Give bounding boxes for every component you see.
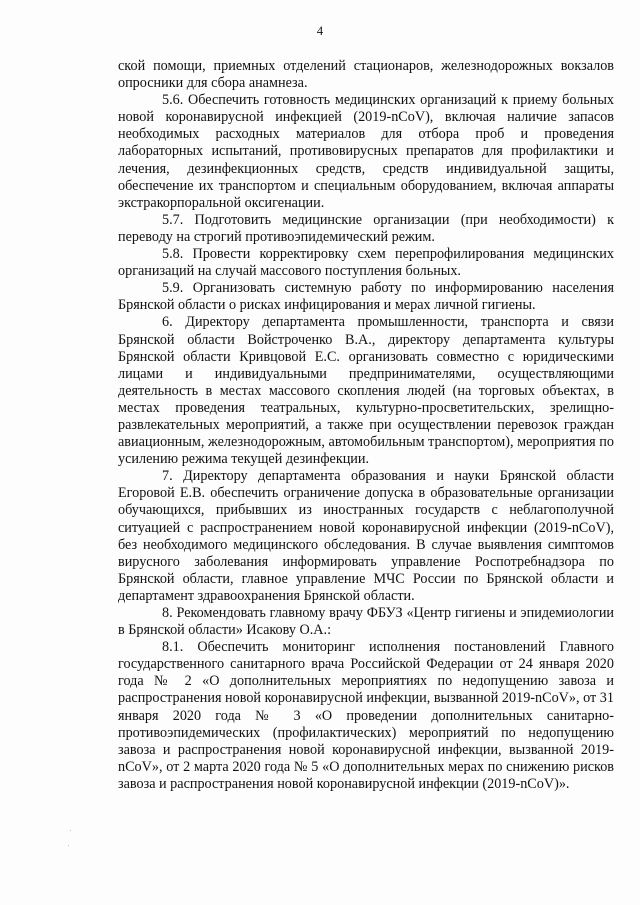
page-number: 4 xyxy=(316,24,324,38)
paragraph-8-1: 8.1. Обеспечить мониторинг исполнения постановлений Главного государственного санитарного врача Российской Федерации от 24 января 2020 года № 2 «О дополнительных мероприятиях по недопущению завоза и распространения новой коронавирусной инфекции, вызванной 2019-nCoV», от 31 января 2020 года № 3 «О проведении дополнительных санитарно-противоэпидемических (профилактических) мероприятий по недопущению завоза и распространения новой коронавирусной инфекции, вызванной 2019-nCoV», от 2 марта 2020 года № 5 «О дополнительных мерах по снижению рисков завоза и распространения новой коронавирусной инфекции (2019-nCoV)». xyxy=(118,639,614,792)
scan-speck xyxy=(68,845,69,846)
paragraph-7: 7. Директору департамента образования и науки Брянской области Егоровой Е.В. обеспечить ограничение допуска в образовательные организации обучающихся, прибывших из иностранных государств с неблагополучной ситуацией с распространением новой коронавирусной инфекции (2019-nCoV), без необходимого медицинского обследования. В случае выявления симптомов вирусного заболевания информировать управление Роспотребнадзора по Брянской области, главное управление МЧС России по Брянской области и департамент здравоохранения Брянской области. xyxy=(118,468,614,604)
paragraph-5-8: 5.8. Провести корректировку схем перепрофилирования медицинских организаций на случай массового поступления больных. xyxy=(118,246,614,280)
scan-speck xyxy=(70,830,71,831)
paragraph-5-6: 5.6. Обеспечить готовность медицинских организаций к приему больных новой коронавирусной инфекцией (2019-nCoV), включая наличие запасов необходимых расходных материалов для отбора проб и проведения лабораторных испытаний, противовирусных препаратов для профилактики и лечения, дезинфекционных средств, средств индивидуальной защиты, обеспечение их транспортом и специальным оборудованием, включая аппараты экстракорпоральной оксигенации. xyxy=(118,92,614,211)
paragraph-5-9: 5.9. Организовать системную работу по информированию населения Брянской области о рисках инфицирования и мерах личной гигиены. xyxy=(118,280,614,314)
paragraph-6: 6. Директору департамента промышленности, транспорта и связи Брянской области Войстроченко В.А., директору департамента культуры Брянской области Кривцовой Е.С. организовать совместно с юридическими лицами и индивидуальными предпринимателями, осуществляющими деятельность в местах массового скопления людей (на торговых объектах, в местах проведения театральных, культурно-просветительских, зрелищно-развлекательных мероприятий, а также при осуществлении перевозок граждан авиационным, железнодорожным, автомобильным транспортом), мероприятия по усилению режима текущей дезинфекции. xyxy=(118,314,614,468)
paragraph-continuation: ской помощи, приемных отделений стационаров, железнодорожных вокзалов опросники для сбора анамнеза. xyxy=(118,58,614,92)
paragraph-8: 8. Рекомендовать главному врачу ФБУЗ «Центр гигиены и эпидемиологии в Брянской области» Исакову О.А.: xyxy=(118,605,614,639)
document-body xyxy=(118,58,614,793)
paragraph-5-7: 5.7. Подготовить медицинские организации (при необходимости) к переводу на строгий противоэпидемический режим. xyxy=(118,211,614,245)
